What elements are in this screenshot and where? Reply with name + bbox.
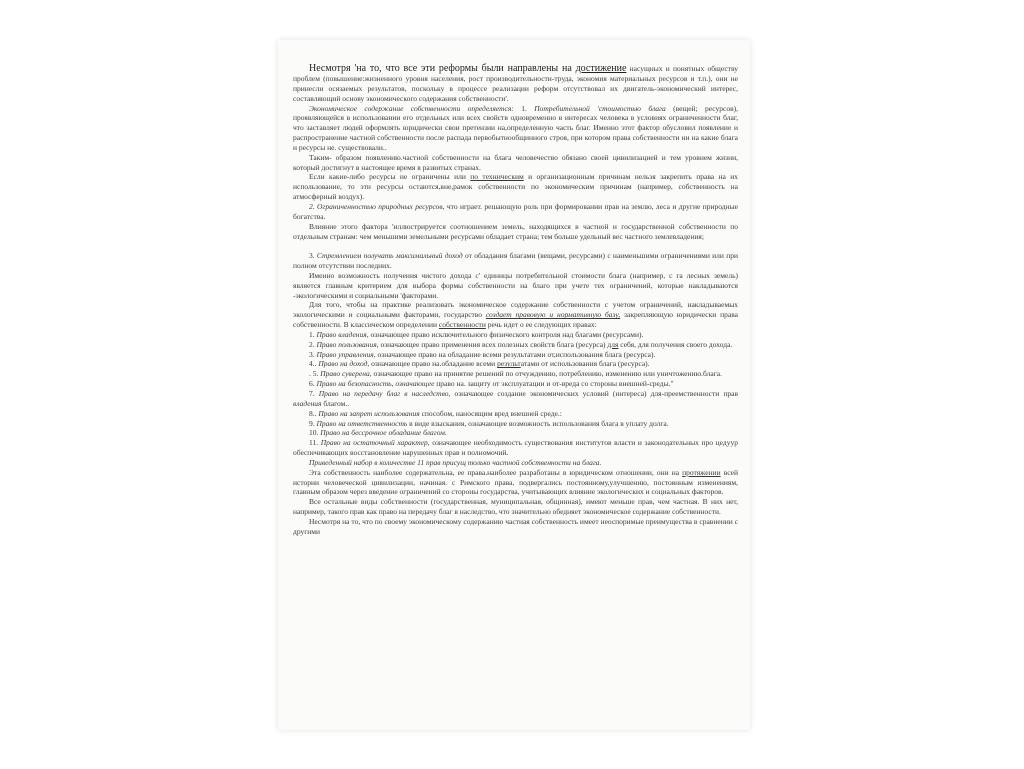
text-run: 3. xyxy=(309,251,317,261)
text-run: означающее право исключительного физического контроля над благами (ресурсами). xyxy=(368,329,644,339)
text-run: Право пользования, xyxy=(316,339,379,349)
text-run: означающее право на принятие решений по отчуждению, потреблению, изменению или уничтожению.блага. xyxy=(371,369,722,379)
text-run: 10. xyxy=(309,428,321,438)
paragraph xyxy=(293,419,738,429)
text-run: Эта собственность наиболее содержательна, ее права.наиболее разработаны в юридическом отношении, они на xyxy=(309,467,683,477)
text-run: Право на остаточный характер, xyxy=(320,438,430,448)
text-run: 2. Ограниченностью природных ресурсов, xyxy=(309,201,445,211)
text-run: по техническим xyxy=(470,172,524,182)
text-run: достижение xyxy=(575,63,627,74)
text-run: 6. xyxy=(309,379,317,389)
paragraph xyxy=(293,438,738,458)
text-run: результ xyxy=(497,359,521,369)
paragraph xyxy=(293,517,738,537)
text-run: означающее право на обладание всеми результатами от,использования блага (ресурса). xyxy=(375,349,656,359)
text-run: 11. xyxy=(309,438,321,448)
text-run: Право управления, xyxy=(316,349,376,359)
text-run: благом.. xyxy=(321,398,350,408)
text-run: Именно возможность получения чистого дохода с' единицы потребительной стоимости блага (например, с га лесных земель) является главным критерием для выбора формы собственности на благо при учете тех ограничений, которые накладываются -экологическими и социальными 'факторами. xyxy=(293,270,738,300)
paragraph xyxy=(293,153,738,173)
text-run: создает правовую и нормативную базу, xyxy=(485,310,621,320)
paragraph xyxy=(293,369,738,379)
paragraph xyxy=(293,172,738,202)
text-run: 1. xyxy=(309,329,317,339)
text-run: Несмотря 'на то, что все эти реформы были направлены на xyxy=(309,63,576,74)
text-run: Для того, чтобы на практике реализовать экономическое содержание собственности с учетом ограничений, накладываемых экологическими и социальными факторами, государство xyxy=(293,300,738,320)
text-run: означающее право на.обладание всеми xyxy=(369,359,498,369)
text-run: всей истории человеческой цивилизации, начиная. с Римского права, подвергались постоянному,улучшению, постоянным изменениям, главным образом через введение ограничений со стороны государства, учитывающих влияние экологических и социальных факторов. xyxy=(293,467,738,497)
paragraph xyxy=(293,428,738,438)
text-run: 3. xyxy=(309,349,317,359)
text-run: в виде взыскания, означающее возможность использования блага в уплату долга. xyxy=(407,418,669,428)
text-run: 7. xyxy=(309,389,319,398)
text-run: Право суверена, xyxy=(320,369,372,379)
paragraph-spacer xyxy=(293,241,738,251)
text-run: Несмотря на то, что по своему экономическому содержанию частная собственность имеет неоспоримые преимущества в сравнении с другими xyxy=(293,516,738,536)
paragraph xyxy=(293,350,738,360)
text-run: Право на передачу благ в наследство, xyxy=(318,389,451,398)
paragraph xyxy=(293,104,738,153)
text-run: Право на безопасность, означающее xyxy=(316,379,435,389)
text-run: (вещей; ресурсов), проявляющейся в использовании его отдельных или всех свойств одновременно в интересах человека в условиях ограниченности благ, что заставляет людей оформлять юридически свои претензии на,определенную часть благ. Именно этот фактор обусловил появление и распространение частной собственности после распада первобытнообщинного строя, при котором права собственности ни на какие блага и ресурсы не. существовали.. xyxy=(293,103,738,152)
text-run: для xyxy=(607,339,619,349)
text-run: Влияние этого фактора 'иллюстрируется соотношением земель, находящихся в частной и государственной собственности по отдельным странам: чем меньшими земельными ресурсами обладает страна; тем больше удельный вес частного землевладения; xyxy=(293,221,738,241)
text-run: Приведенный набор в количестве 11 прав присущ только частной собственности на блага. xyxy=(309,457,602,467)
paragraph xyxy=(293,330,738,340)
text-run: Экономическое содержание собственности определяется: xyxy=(309,103,514,113)
document-page xyxy=(278,40,750,730)
text-run: Если какие-либо ресурсы не ограничены или xyxy=(309,172,471,182)
text-run: . 5. xyxy=(309,369,321,379)
text-run: Право на запрет использования xyxy=(318,408,420,418)
text-run: 4.. xyxy=(309,359,319,369)
text-run: 1. xyxy=(513,103,535,113)
text-run: Право на ответственность xyxy=(316,418,408,428)
text-run: означающее право применения всех полезных свойств блага (ресурса) xyxy=(378,339,608,349)
text-run: 9. xyxy=(309,418,317,428)
paragraph xyxy=(293,271,738,301)
paragraph xyxy=(293,458,738,468)
text-run: владения xyxy=(293,398,322,408)
text-run: 2. xyxy=(309,339,317,349)
text-run: протяжении xyxy=(682,467,721,477)
text-run: Все остальные виды собственности (государственная, муниципальная, общинная), имеют меньше прав, чем частная. В них нет, например, такого прав как право на передачу благ в наследство, что значительно обедняет экономическое содержание собственности. xyxy=(293,497,738,517)
text-run: от обладания благами (вещами, ресурсами) с наименьшими ограничениями или при полном отсутствии последних. xyxy=(293,251,738,271)
text-run: 8.. xyxy=(309,408,319,418)
paragraph xyxy=(293,202,738,222)
text-run: право на. защиту от эксплуатации и от-вреда со стороны внешней-среды." xyxy=(434,379,674,389)
text-run: Стремлением получать максимальный доход xyxy=(316,251,463,261)
paragraph xyxy=(293,300,738,330)
paragraph xyxy=(293,359,738,369)
paragraph xyxy=(293,340,738,350)
paragraph xyxy=(293,409,738,419)
text-run: Право на доход, xyxy=(318,359,370,369)
paragraph xyxy=(293,497,738,517)
paragraph xyxy=(293,251,738,271)
text-run: Право на бессрочное обладание благом. xyxy=(320,428,447,438)
text-run: закрепляющую юридически права собственности. В классическом определении xyxy=(293,310,738,330)
text-run: способом, наносящим вред внешней среде.: xyxy=(419,408,562,418)
paragraph xyxy=(293,389,738,409)
text-run: означающее создание экономических условий (интереса) для-преемственности прав xyxy=(450,389,739,398)
paragraph xyxy=(293,379,738,389)
text-run: собственности xyxy=(438,320,486,330)
text-run: Таким- образом появлению.частной собственности на блага человечество обязано своей цивилизацией и тем уровнем жизни, который достигнут в настоящее время в развитых странах. xyxy=(293,152,738,172)
text-run: что играет. решающую роль при формировании прав на землю, леса и другие природные богатства. xyxy=(293,201,738,221)
paragraph xyxy=(293,63,738,104)
document-body xyxy=(293,63,738,537)
paragraph xyxy=(293,468,738,498)
text-run: речь идет о ее следующих правах: xyxy=(485,320,597,330)
text-run: и организационным причинам нельзя закрепить права на их использование, то эти ресурсы остаются,вне,рамок собственности по экономическим причинам (например, собственность на атмосферный воздух). xyxy=(293,172,738,202)
text-run: атами от использования блага (ресурса). xyxy=(520,359,650,369)
text-run: Право владения, xyxy=(316,329,369,339)
text-run: насущных и понятных обществу проблем (повышение:жизненного уровня населения, рост производительности-труда, экономия материальных ресурсов и т.п.), они не принесли осязаемых результатов, поскольку в процессе реализации реформ отсутствовал их двигатель-экономический интерес, составляющий основу экономического содержания собственности'. xyxy=(293,64,738,103)
paragraph xyxy=(293,222,738,242)
text-run: себя, для получения своего дохода. xyxy=(618,339,733,349)
text-run: Потребительной 'стоимостью блага xyxy=(534,103,666,113)
text-run: означающее необходимость существования институтов власти и законодательных про цедуур обеспечивающих восстановление нарушенных прав и полномочий. xyxy=(293,438,738,458)
